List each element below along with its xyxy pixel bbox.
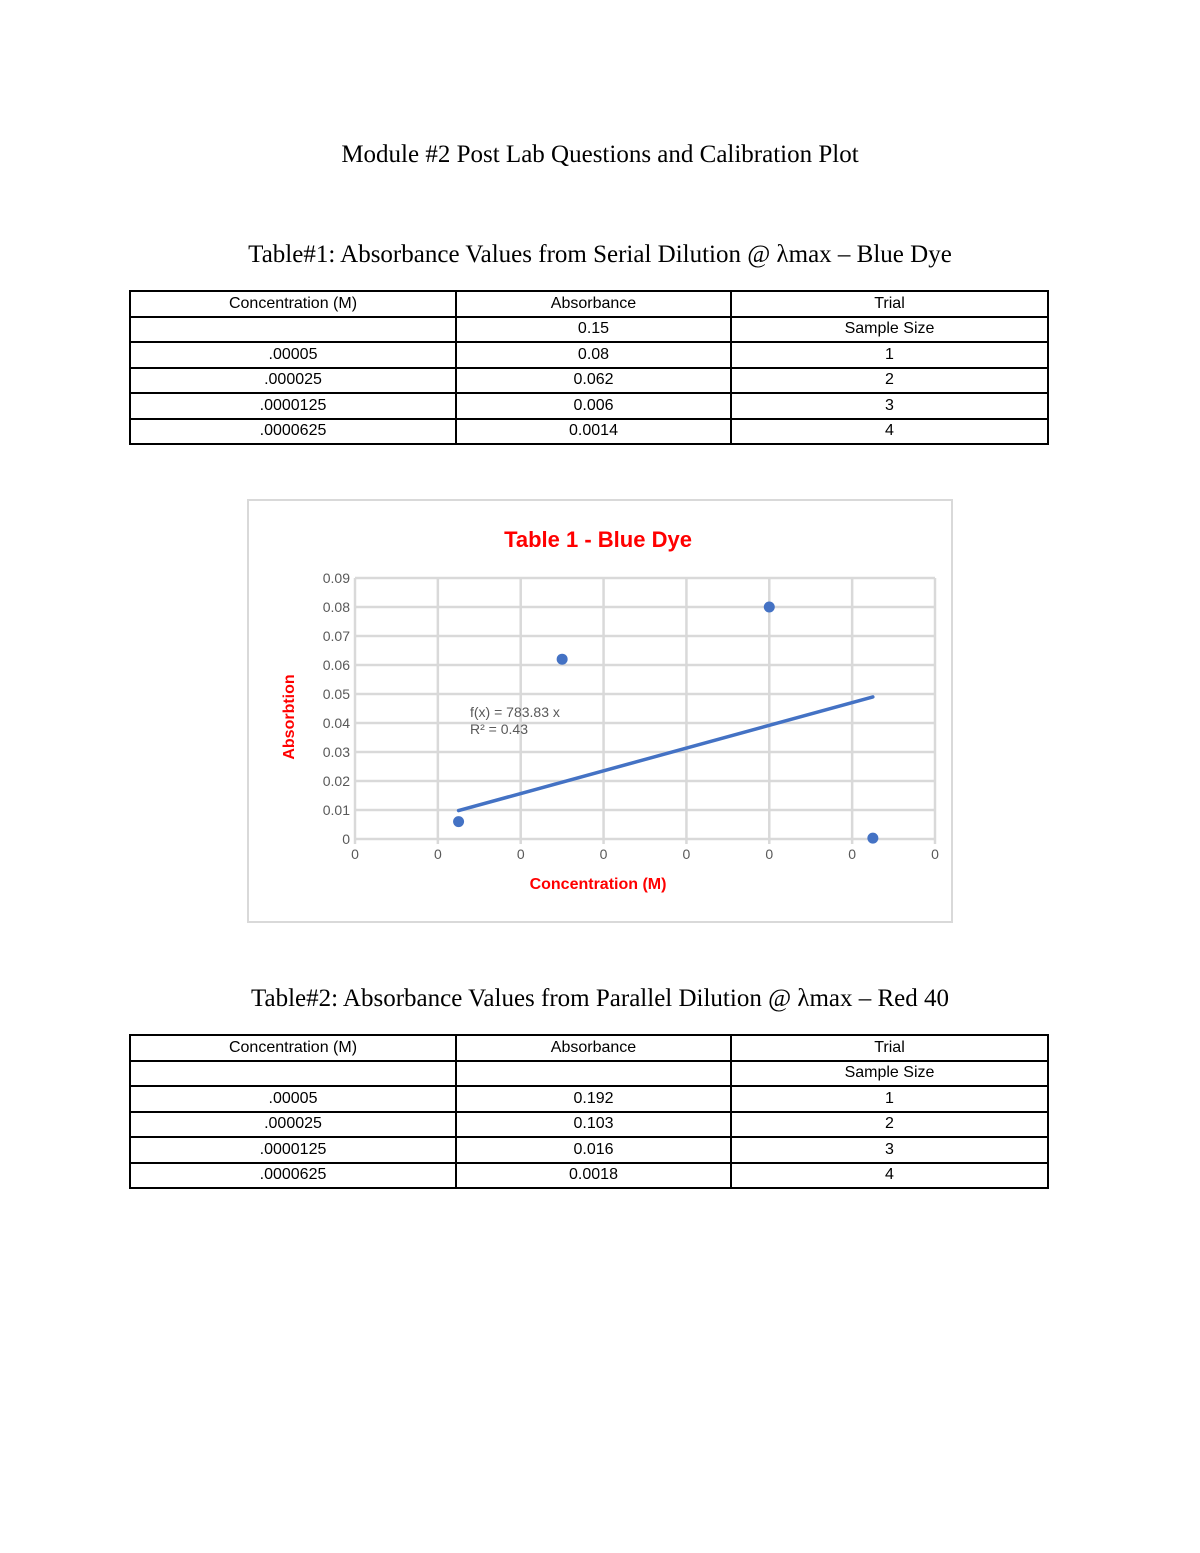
table-row [130,393,1048,419]
y-tick-label: 0.03 [322,744,350,760]
y-axis-title: Absorbtion [281,674,298,760]
cell-concentration: .00005 [130,342,456,368]
table-subheader-row [130,317,1048,343]
cell-absorbance: 0.08 [456,342,731,368]
cell-absorbance: 0.192 [456,1086,731,1112]
table-row [130,1086,1048,1112]
subheader-cell [130,1061,456,1087]
table-row [130,342,1048,368]
table1 [129,290,1049,445]
header-concentration: Concentration (M) [130,291,456,317]
y-tick-label: 0.01 [322,802,350,818]
cell-concentration: .0000625 [130,1163,456,1189]
x-tick-label: 0 [848,846,857,862]
x-tick-label: 0 [765,846,774,862]
cell-trial: 4 [731,419,1048,445]
y-tick-label: 0.06 [322,657,350,673]
header-absorbance: Absorbance [456,1035,731,1061]
table-row [130,419,1048,445]
page-title: Module #2 Post Lab Questions and Calibration Plot [341,141,859,168]
y-tick-label: 0.02 [322,773,350,789]
cell-trial: 1 [731,342,1048,368]
table-row [130,368,1048,394]
x-tick-label: 0 [351,846,359,862]
cell-concentration: .0000125 [130,1137,456,1163]
chart-grid [355,578,935,844]
header-concentration: Concentration (M) [130,1035,456,1061]
cell-absorbance: 0.062 [456,368,731,394]
table2-caption: Table#2: Absorbance Values from Parallel Dilution @ λmax – Red 40 [250,985,950,1012]
cell-trial: 1 [731,1086,1048,1112]
table-row [130,1137,1048,1163]
cell-trial: 2 [731,368,1048,394]
data-point [453,816,464,827]
x-tick-label: 0 [516,846,525,862]
chart-title: Table 1 - Blue Dye [504,527,692,552]
cell-concentration: .00005 [130,1086,456,1112]
x-tick-label: 0 [931,846,939,862]
x-axis-title: Concentration (M) [529,876,667,893]
table-header-row [130,1035,1048,1061]
header-absorbance: Absorbance [456,291,731,317]
subheader-cell: Sample Size [731,1061,1048,1087]
cell-absorbance: 0.016 [456,1137,731,1163]
chart-ticks [323,570,939,862]
data-point [867,833,878,844]
cell-concentration: .000025 [130,1112,456,1138]
y-tick-label: 0.04 [322,715,350,731]
cell-concentration: .0000625 [130,419,456,445]
cell-absorbance: 0.0018 [456,1163,731,1189]
cell-absorbance: 0.103 [456,1112,731,1138]
cell-absorbance: 0.0014 [456,419,731,445]
calibration-chart [247,499,953,923]
table-subheader-row [130,1061,1048,1087]
subheader-cell: 0.15 [456,317,731,343]
header-trial: Trial [731,1035,1048,1061]
y-tick-label: 0.05 [322,686,350,702]
subheader-cell [130,317,456,343]
data-point [764,602,775,613]
cell-concentration: .000025 [130,368,456,394]
cell-trial: 2 [731,1112,1048,1138]
x-tick-label: 0 [433,846,442,862]
y-tick-label: 0.08 [322,599,350,615]
x-tick-label: 0 [599,846,608,862]
header-trial: Trial [731,291,1048,317]
cell-trial: 4 [731,1163,1048,1189]
table2 [129,1034,1049,1189]
cell-concentration: .0000125 [130,393,456,419]
y-tick-label: 0.09 [322,570,350,586]
data-point [557,654,568,665]
cell-absorbance: 0.006 [456,393,731,419]
cell-trial: 3 [731,393,1048,419]
cell-trial: 3 [731,1137,1048,1163]
trendline-r-squared: R² = 0.43 [470,721,528,737]
x-tick-label: 0 [682,846,691,862]
table1-caption: Table#1: Absorbance Values from Serial Dilution @ λmax – Blue Dye [248,241,952,268]
table-row [130,1112,1048,1138]
subheader-cell: Sample Size [731,317,1048,343]
subheader-cell [456,1061,731,1087]
y-tick-label: 0.07 [322,628,350,644]
table-header-row [130,291,1048,317]
table-row [130,1163,1048,1189]
y-tick-label: 0 [342,831,350,847]
trendline-equation: f(x) = 783.83 x [470,704,560,720]
chart-canvas [249,501,951,921]
